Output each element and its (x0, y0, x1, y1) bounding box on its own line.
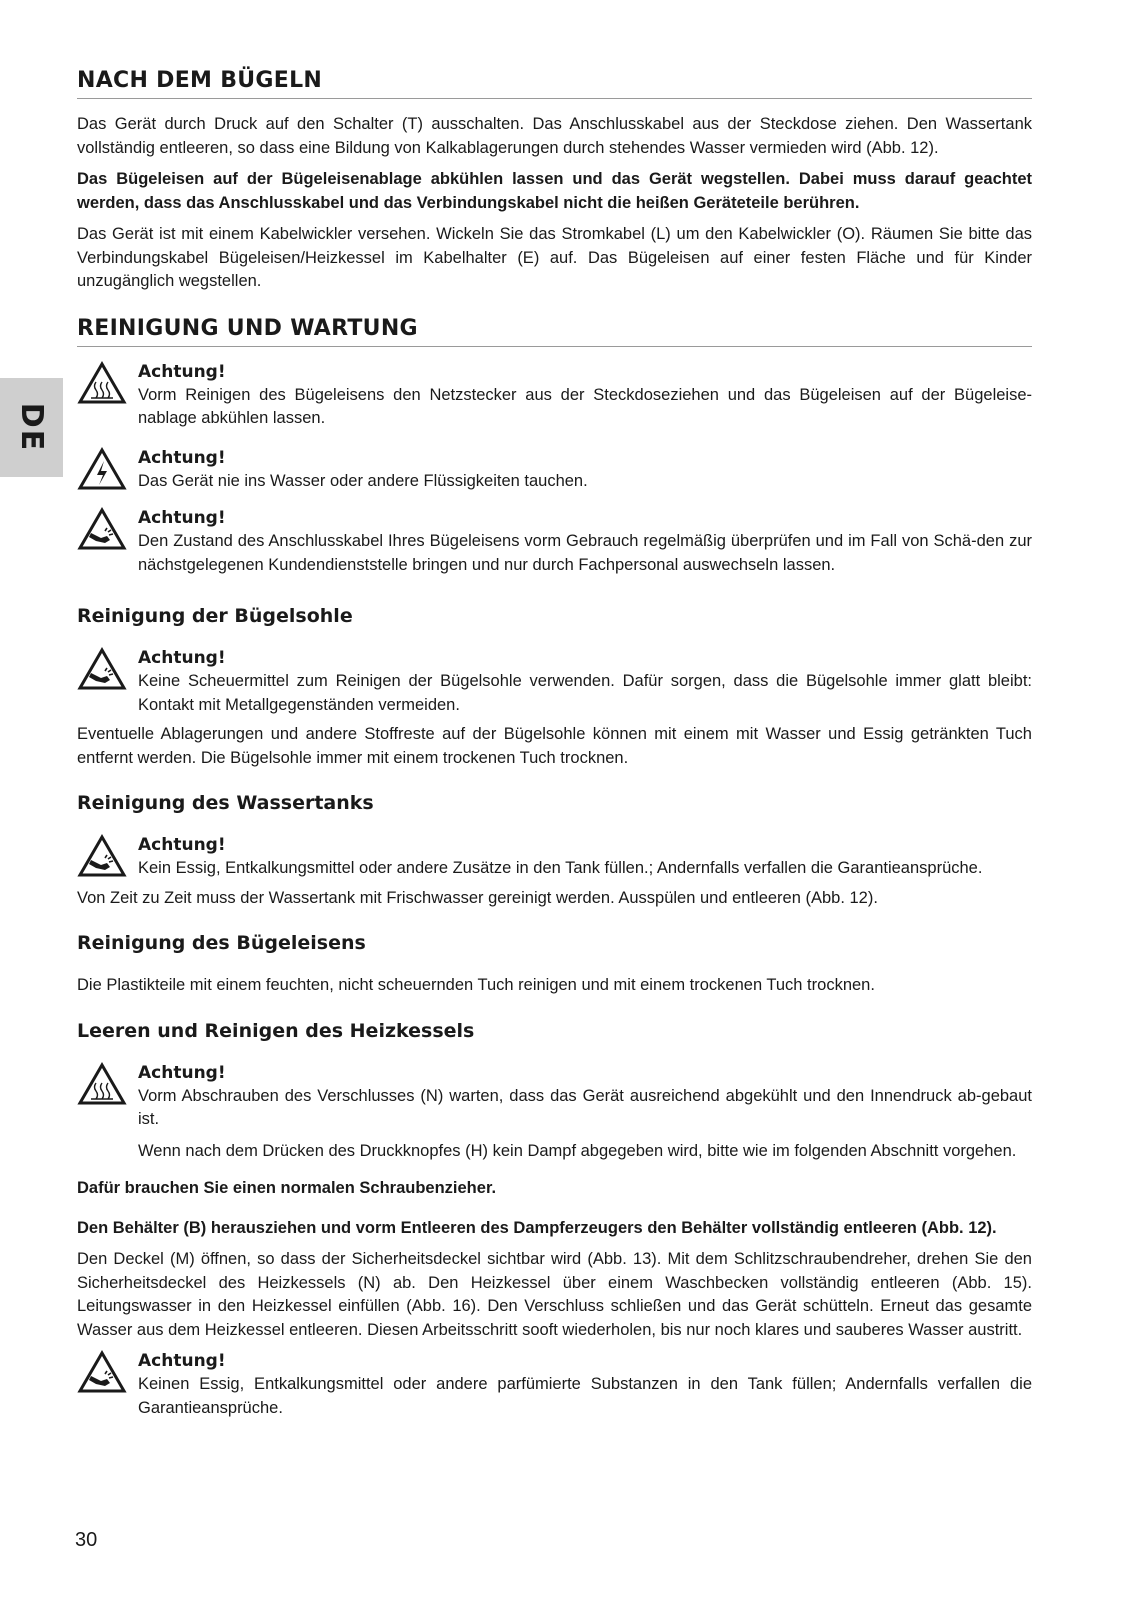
language-tab-label: DE (14, 402, 49, 453)
hand-injury-warning-icon (77, 834, 127, 878)
warning-box (77, 447, 1032, 494)
warning-box (77, 507, 1032, 577)
warning-box (77, 1062, 1032, 1164)
paragraph-bold: Den Behälter (B) herausziehen und vorm Entleeren des Dampferzeugers den Behälter vollständig entleeren (Abb. 12). (77, 1218, 997, 1237)
subsection-title-buegeleisen: Reinigung des Bügeleisens (77, 932, 366, 954)
warning-box (77, 1350, 1032, 1420)
page-content (77, 66, 1032, 1420)
warning-text: Keine Scheuermittel zum Reinigen der Bügelsohle verwenden. Dafür sorgen, dass die Bügelsohle immer glatt bleibt: Kontakt mit Metallgegenständen vermeiden. (138, 672, 1032, 714)
section-title-nach-dem-buegeln: NACH DEM BÜGELN (77, 66, 1032, 99)
subsection-title-buegelsohle: Reinigung der Bügelsohle (77, 605, 353, 627)
paragraph: Das Gerät durch Druck auf den Schalter (T) ausschalten. Das Anschlusskabel aus der Steckdose ziehen. Den Wassertank vollständig entleeren, so dass eine Bildung von Kalkablagerungen durch stehendes Wasser vermieden wird (Abb. 12). (77, 115, 1032, 157)
warning-text: Den Zustand des Anschlusskabel Ihres Bügeleisens vorm Gebrauch regelmäßig überprüfen und im Fall von Schä-den zur nächstgelegenen Kundendienststelle bringen und nur durch Fachpersonal auswechseln lassen. (138, 532, 1032, 574)
warning-title: Achtung! (138, 648, 226, 668)
warning-title: Achtung! (138, 1062, 226, 1083)
warning-text: Kein Essig, Entkalkungsmittel oder andere Zusätze in den Tank füllen.; Andernfalls verfallen die Garantieansprüche. (138, 859, 983, 877)
warning-title: Achtung! (138, 1351, 226, 1371)
warning-box (77, 834, 1032, 881)
page-number: 30 (75, 1529, 98, 1551)
warning-box (77, 361, 1032, 431)
electric-shock-warning-icon (77, 447, 127, 491)
paragraph: Die Plastikteile mit einem feuchten, nicht scheuernden Tuch reinigen und mit einem trockenen Tuch trocknen. (77, 976, 875, 994)
hand-injury-warning-icon (77, 1350, 127, 1394)
section-title-reinigung-und-wartung: REINIGUNG UND WARTUNG (77, 314, 1032, 347)
warning-box (77, 647, 1032, 717)
warning-text: Vorm Reinigen des Bügeleisens den Netzstecker aus der Steckdoseziehen und das Bügeleisen auf der Bügeleise-nablage abkühlen lassen. (138, 385, 1032, 427)
subsection-title-wassertank: Reinigung des Wassertanks (77, 792, 374, 814)
paragraph: Von Zeit zu Zeit muss der Wassertank mit Frischwasser gereinigt werden. Ausspülen und entleeren (Abb. 12). (77, 888, 878, 907)
warning-title: Achtung! (138, 447, 226, 468)
hot-surface-warning-icon (77, 361, 127, 405)
warning-title: Achtung! (138, 361, 226, 382)
warning-text: Wenn nach dem Drücken des Druckknopfes (H) kein Dampf abgegeben wird, bitte wie im folgenden Abschnitt vorgehen. (138, 1141, 1017, 1160)
hot-surface-warning-icon (77, 1062, 127, 1106)
paragraph-bold: Das Bügeleisen auf der Bügeleisenablage abkühlen lassen und das Gerät wegstellen. Dabei muss darauf geachtet werden, dass das Anschlusskabel und das Verbindungskabel nicht die heißen Geräteteile berühren. (77, 170, 1032, 212)
warning-text: Das Gerät nie ins Wasser oder andere Flüssigkeiten tauchen. (138, 471, 588, 490)
paragraph: Den Deckel (M) öffnen, so dass der Sicherheitsdeckel sichtbar wird (Abb. 13). Mit dem Schlitzschraubendreher, drehen Sie den Sicherheitsdeckel des Heizkessels (N) ab. Den Heizkessel über einem Waschbecken vollständig entleeren (Abb. 15). Leitungswasser in den Heizkessel einfüllen (Abb. 16). Den Verschluss schließen und das Gerät schütteln. Erneut das gesamte Wasser aus dem Heizkessel entleeren. Diesen Arbeitsschritt sooft wiederholen, bis nur noch klares und sauberes Wasser austritt. (77, 1250, 1032, 1339)
warning-title: Achtung! (138, 508, 226, 528)
hand-injury-warning-icon (77, 647, 127, 691)
subsection-title-heizkessel: Leeren und Reinigen des Heizkessels (77, 1019, 475, 1042)
warning-text: Vorm Abschrauben des Verschlusses (N) warten, dass das Gerät ausreichend abgekühlt und den Innendruck ab-gebaut ist. (138, 1086, 1032, 1128)
language-tab (0, 378, 63, 477)
hand-injury-warning-icon (77, 507, 127, 551)
paragraph: Das Gerät ist mit einem Kabelwickler versehen. Wickeln Sie das Stromkabel (L) um den Kabelwickler (O). Räumen Sie bitte das Verbindungskabel Bügeleisen/Heizkessel im Kabelhalter (E) auf. Das Bügeleisen auf einer festen Fläche und für Kinder unzugänglich wegstellen. (77, 225, 1032, 290)
warning-text: Keinen Essig, Entkalkungsmittel oder andere parfümierte Substanzen in den Tank füllen; Andernfalls verfallen die Garantieansprüche. (138, 1375, 1032, 1417)
paragraph-bold: Dafür brauchen Sie einen normalen Schraubenzieher. (77, 1179, 497, 1197)
warning-title: Achtung! (138, 835, 226, 855)
paragraph: Eventuelle Ablagerungen und andere Stoffreste auf der Bügelsohle können mit einem mit Wasser und Essig getränkten Tuch entfernt werden. Die Bügelsohle immer mit einem trockenen Tuch trocknen. (77, 725, 1032, 767)
